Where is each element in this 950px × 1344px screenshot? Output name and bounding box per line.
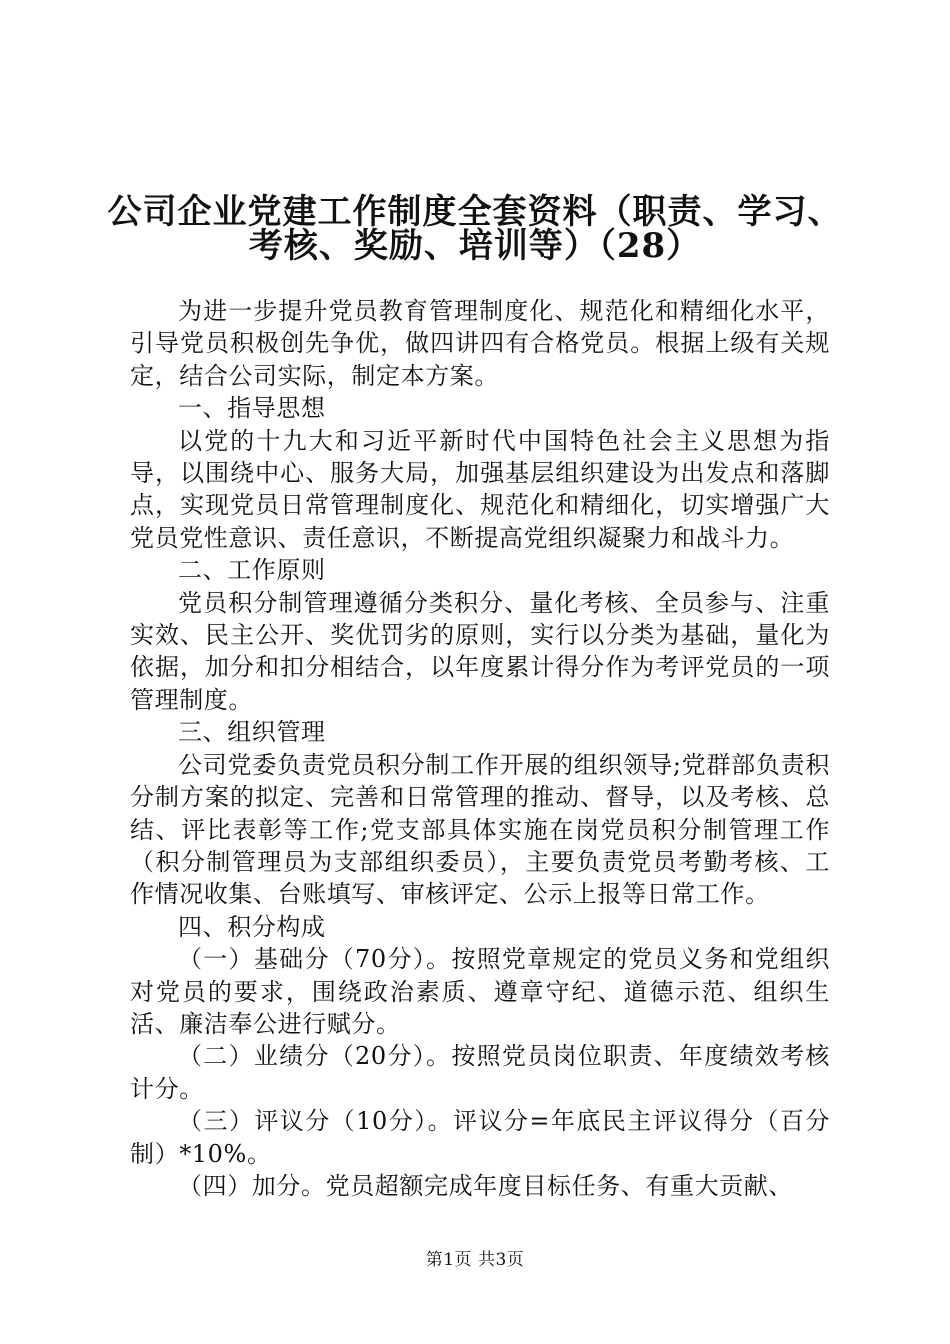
paragraph-organization: 公司党委负责党员积分制工作开展的组织领导;党群部负责积分制方案的拟定、完善和日常管理的推动、督导，以及考核、总结、评比表彰等工作;党支部具体实施在岗党员积分制管理工作（积分制管理员为支部组织委员），主要负责党员考勤考核、工作情况收集、台账填写、审核评定、公示上报等日常工作。: [130, 750, 830, 909]
section-heading-guiding-thought: 一、指导思想: [178, 394, 326, 423]
paragraph-performance-points: （二）业绩分（20分）。按照党员岗位职责、年度绩效考核计分。: [130, 1042, 830, 1103]
section-heading-points-composition: 四、积分构成: [178, 912, 326, 941]
section-heading-organization: 三、组织管理: [178, 718, 326, 747]
paragraph-work-principles: 党员积分制管理遵循分类积分、量化考核、全员参与、注重实效、民主公开、奖优罚劣的原则，实行以分类为基础，量化为依据，加分和扣分相结合，以年度累计得分作为考评党员的一项管理制度。: [130, 588, 830, 714]
paragraph-base-points: （一）基础分（70分）。按照党章规定的党员义务和党组织对党员的要求，围绕政治素质、遵章守纪、道德示范、组织生活、廉洁奉公进行赋分。: [130, 945, 830, 1038]
document-title-line-2: 考核、奖励、培训等）（28）: [248, 226, 702, 266]
paragraph-guiding-thought: 以党的十九大和习近平新时代中国特色社会主义思想为指导，以围绕中心、服务大局，加强基层组织建设为出发点和落脚点，实现党员日常管理制度化、规范化和精细化，切实增强广大党员党性意识、责任意识，不断提高党组织凝聚力和战斗力。: [130, 426, 830, 552]
document-title-line-1: 公司企业党建工作制度全套资料（职责、学习、: [107, 192, 843, 232]
paragraph-intro: 为进一步提升党员教育管理制度化、规范化和精细化水平，引导党员积极创先争优，做四讲四有合格党员。根据上级有关规定，结合公司实际，制定本方案。: [130, 297, 830, 390]
page-number-footer: 第1页 共3页: [425, 1250, 525, 1270]
paragraph-bonus-points: （四）加分。党员超额完成年度目标任务、有重大贡献、: [178, 1171, 793, 1200]
document-body: [130, 295, 830, 1202]
section-heading-work-principles: 二、工作原则: [178, 556, 326, 585]
paragraph-evaluation-points: （三）评议分（10分）。评议分=年底民主评议得分（百分制）*10%。: [130, 1107, 830, 1168]
